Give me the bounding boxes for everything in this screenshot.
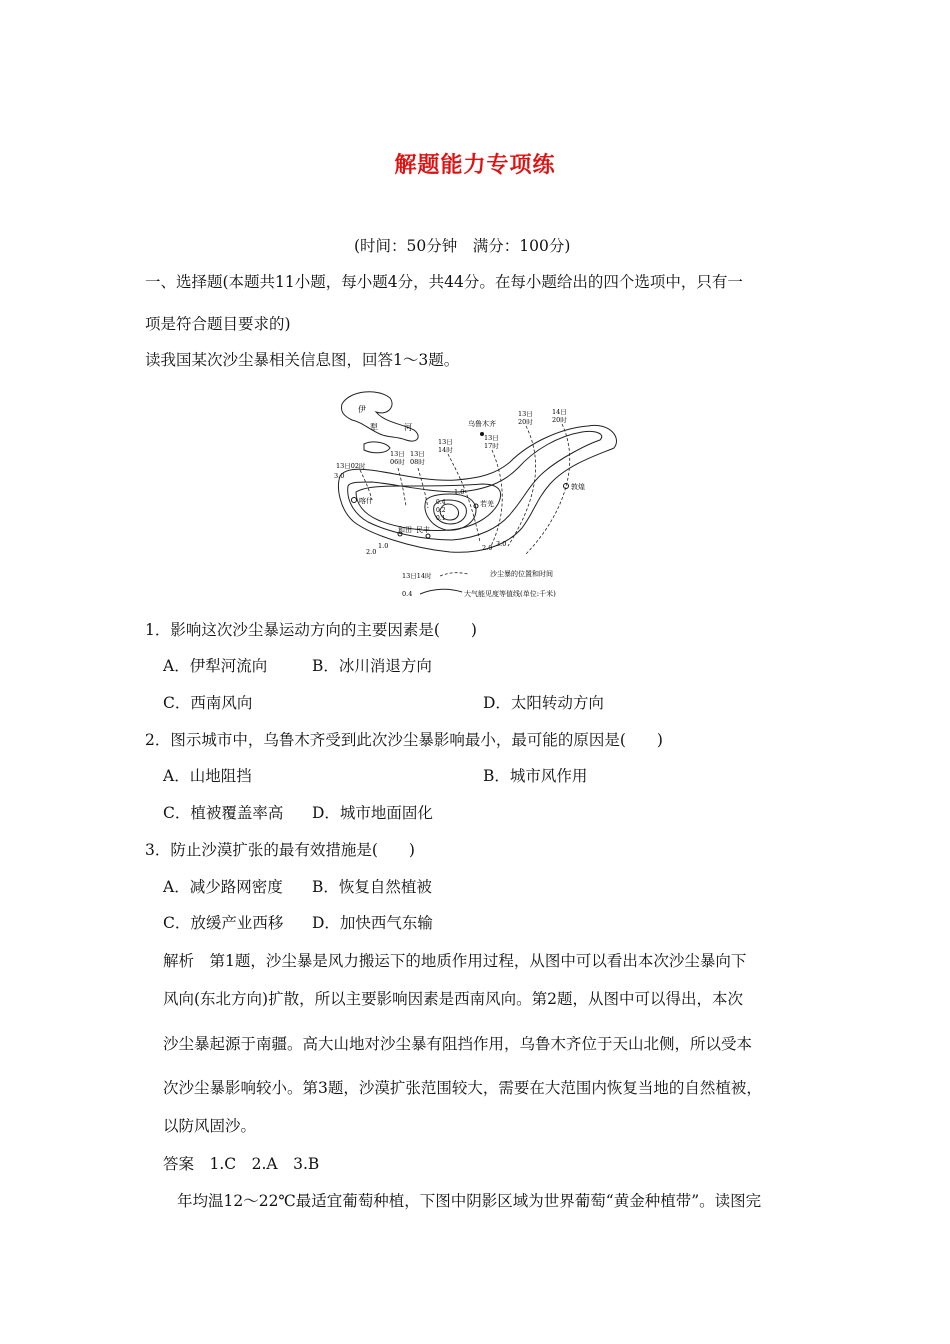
isoline-value-0-1: 0.1	[436, 515, 446, 522]
time-label-13-02: 13日02时	[336, 462, 366, 470]
question-1-option-d: D．太阳转动方向	[483, 694, 604, 712]
time-label-14-20b: 20时	[552, 416, 567, 424]
section-heading-line2: 项是符合题目要求的)	[145, 315, 291, 333]
question-3-option-d: D．加快西气东输	[312, 914, 433, 932]
city-label-urumqi: 乌鲁木齐	[468, 420, 496, 428]
legend-time-sample: 13日14时	[402, 572, 432, 580]
time-label-13-14b: 14时	[438, 446, 453, 454]
question-3-stem: 3．防止沙漠扩张的最有效措施是( )	[145, 841, 415, 859]
question-2-stem: 2．图示城市中，乌鲁木齐受到此次沙尘暴影响最小，最可能的原因是( )	[145, 731, 663, 749]
question-3-option-a: A．减少路网密度	[163, 878, 283, 896]
section-heading-line1: 一、选择题(本题共11小题，每小题4分，共44分。在每小题给出的四个选项中，只有一	[145, 273, 743, 291]
question-3-option-b: B．恢复自然植被	[312, 878, 432, 896]
time-label-13-20b: 20时	[518, 418, 533, 426]
place-label-he: 河	[404, 423, 412, 432]
time-label-13-06a: 13日	[390, 450, 405, 458]
front-line-13-08	[418, 468, 428, 508]
legend-value-sample: 0.4	[402, 590, 413, 598]
question-2-option-d: D．城市地面固化	[312, 804, 433, 822]
time-label-13-14a: 13日	[438, 438, 453, 446]
front-line-13-02	[360, 470, 372, 500]
isoline-value-3-0a: 3.0	[334, 472, 345, 480]
isoline-1-0	[356, 484, 501, 531]
analysis-line-5: 以防风固沙。	[163, 1117, 257, 1135]
analysis-line-2: 风向(东北方向)扩散，所以主要影响因素是西南风向。第2题，从图中可以得出，本次	[163, 990, 743, 1008]
isoline-value-0-2: 0.2	[436, 507, 446, 514]
ili-river-outline	[341, 392, 418, 441]
legend-solid-line	[420, 589, 462, 594]
time-label-13-20a: 13日	[518, 410, 533, 418]
question-1-stem: 1．影响这次沙尘暴运动方向的主要因素是( )	[145, 621, 477, 639]
question-2-option-a: A．山地阻挡	[163, 767, 252, 785]
time-label-13-17a: 13日	[484, 434, 499, 442]
analysis-line-4: 次沙尘暴影响较小。第3题，沙漠扩张范围较大，需要在大范围内恢复当地的自然植被，	[163, 1079, 762, 1097]
analysis-line-1: 解析 第1题，沙尘暴是风力搬运下的地质作用过程，从图中可以看出本次沙尘暴向下	[163, 952, 747, 970]
isoline-0-4	[425, 494, 476, 530]
question-1-option-b: B．冰川消退方向	[312, 657, 432, 675]
city-label-dunhuang: 敦煌	[571, 483, 585, 491]
place-label-yi: 伊	[358, 405, 366, 414]
answer-line: 答案 1.C 2.A 3.B	[163, 1155, 320, 1173]
intro-text: 读我国某次沙尘暴相关信息图，回答1～3题。	[145, 351, 460, 369]
isoline-value-2-0a: 2.0	[366, 548, 377, 556]
place-label-li: 犁	[370, 423, 378, 432]
legend-dashed-line	[440, 573, 468, 576]
time-label-13-08a: 13日	[410, 450, 425, 458]
question-1-option-a: A．伊犁河流向	[163, 657, 268, 675]
lake-outline	[364, 442, 390, 453]
question-3-option-c: C．放缓产业西移	[163, 914, 284, 932]
next-intro-text: 年均温12～22℃最适宜葡萄种植，下图中阴影区域为世界葡萄“黄金种植带”。读图完	[177, 1192, 762, 1210]
question-1-option-c: C．西南风向	[163, 694, 253, 712]
time-label-13-17b: 17时	[484, 442, 499, 450]
isoline-value-1-0b: 1.0	[454, 488, 465, 496]
time-label-13-06b: 06时	[390, 458, 405, 466]
isoline-value-0-4: 0.4	[436, 499, 446, 506]
front-line-14-20	[526, 424, 570, 554]
legend-solid-label: 大气能见度等值线(单位:千米)	[464, 590, 556, 598]
city-label-ruoqiang: 若羌	[480, 500, 494, 508]
city-label-hetian: 和田	[398, 526, 412, 534]
question-2-option-b: B．城市风作用	[483, 767, 588, 785]
isoline-value-1-0a: 1.0	[378, 542, 389, 550]
city-label-minfeng: 民丰	[416, 526, 430, 534]
kashi-dot	[352, 498, 357, 503]
legend-dashed-label: 沙尘暴的位置和时间	[490, 570, 553, 578]
page-title: 解题能力专项练	[394, 152, 556, 178]
isoline-value-2-0b: 2.0	[482, 544, 493, 552]
city-label-kashi: 喀什	[359, 497, 373, 505]
minfeng-dot	[426, 534, 430, 538]
analysis-line-3: 沙尘暴起源于南疆。高大山地对沙尘暴有阻挡作用，乌鲁木齐位于天山北侧，所以受本	[163, 1035, 753, 1053]
isoline-value-3-0b: 3.0	[496, 540, 507, 548]
time-label-13-08b: 08时	[410, 458, 425, 466]
front-line-13-14	[448, 454, 480, 542]
time-label-14-20a: 14日	[552, 408, 567, 416]
sandstorm-map-figure	[330, 382, 620, 602]
question-2-option-c: C．植被覆盖率高	[163, 804, 284, 822]
time-info: (时间：50分钟 满分：100分)	[354, 237, 571, 255]
